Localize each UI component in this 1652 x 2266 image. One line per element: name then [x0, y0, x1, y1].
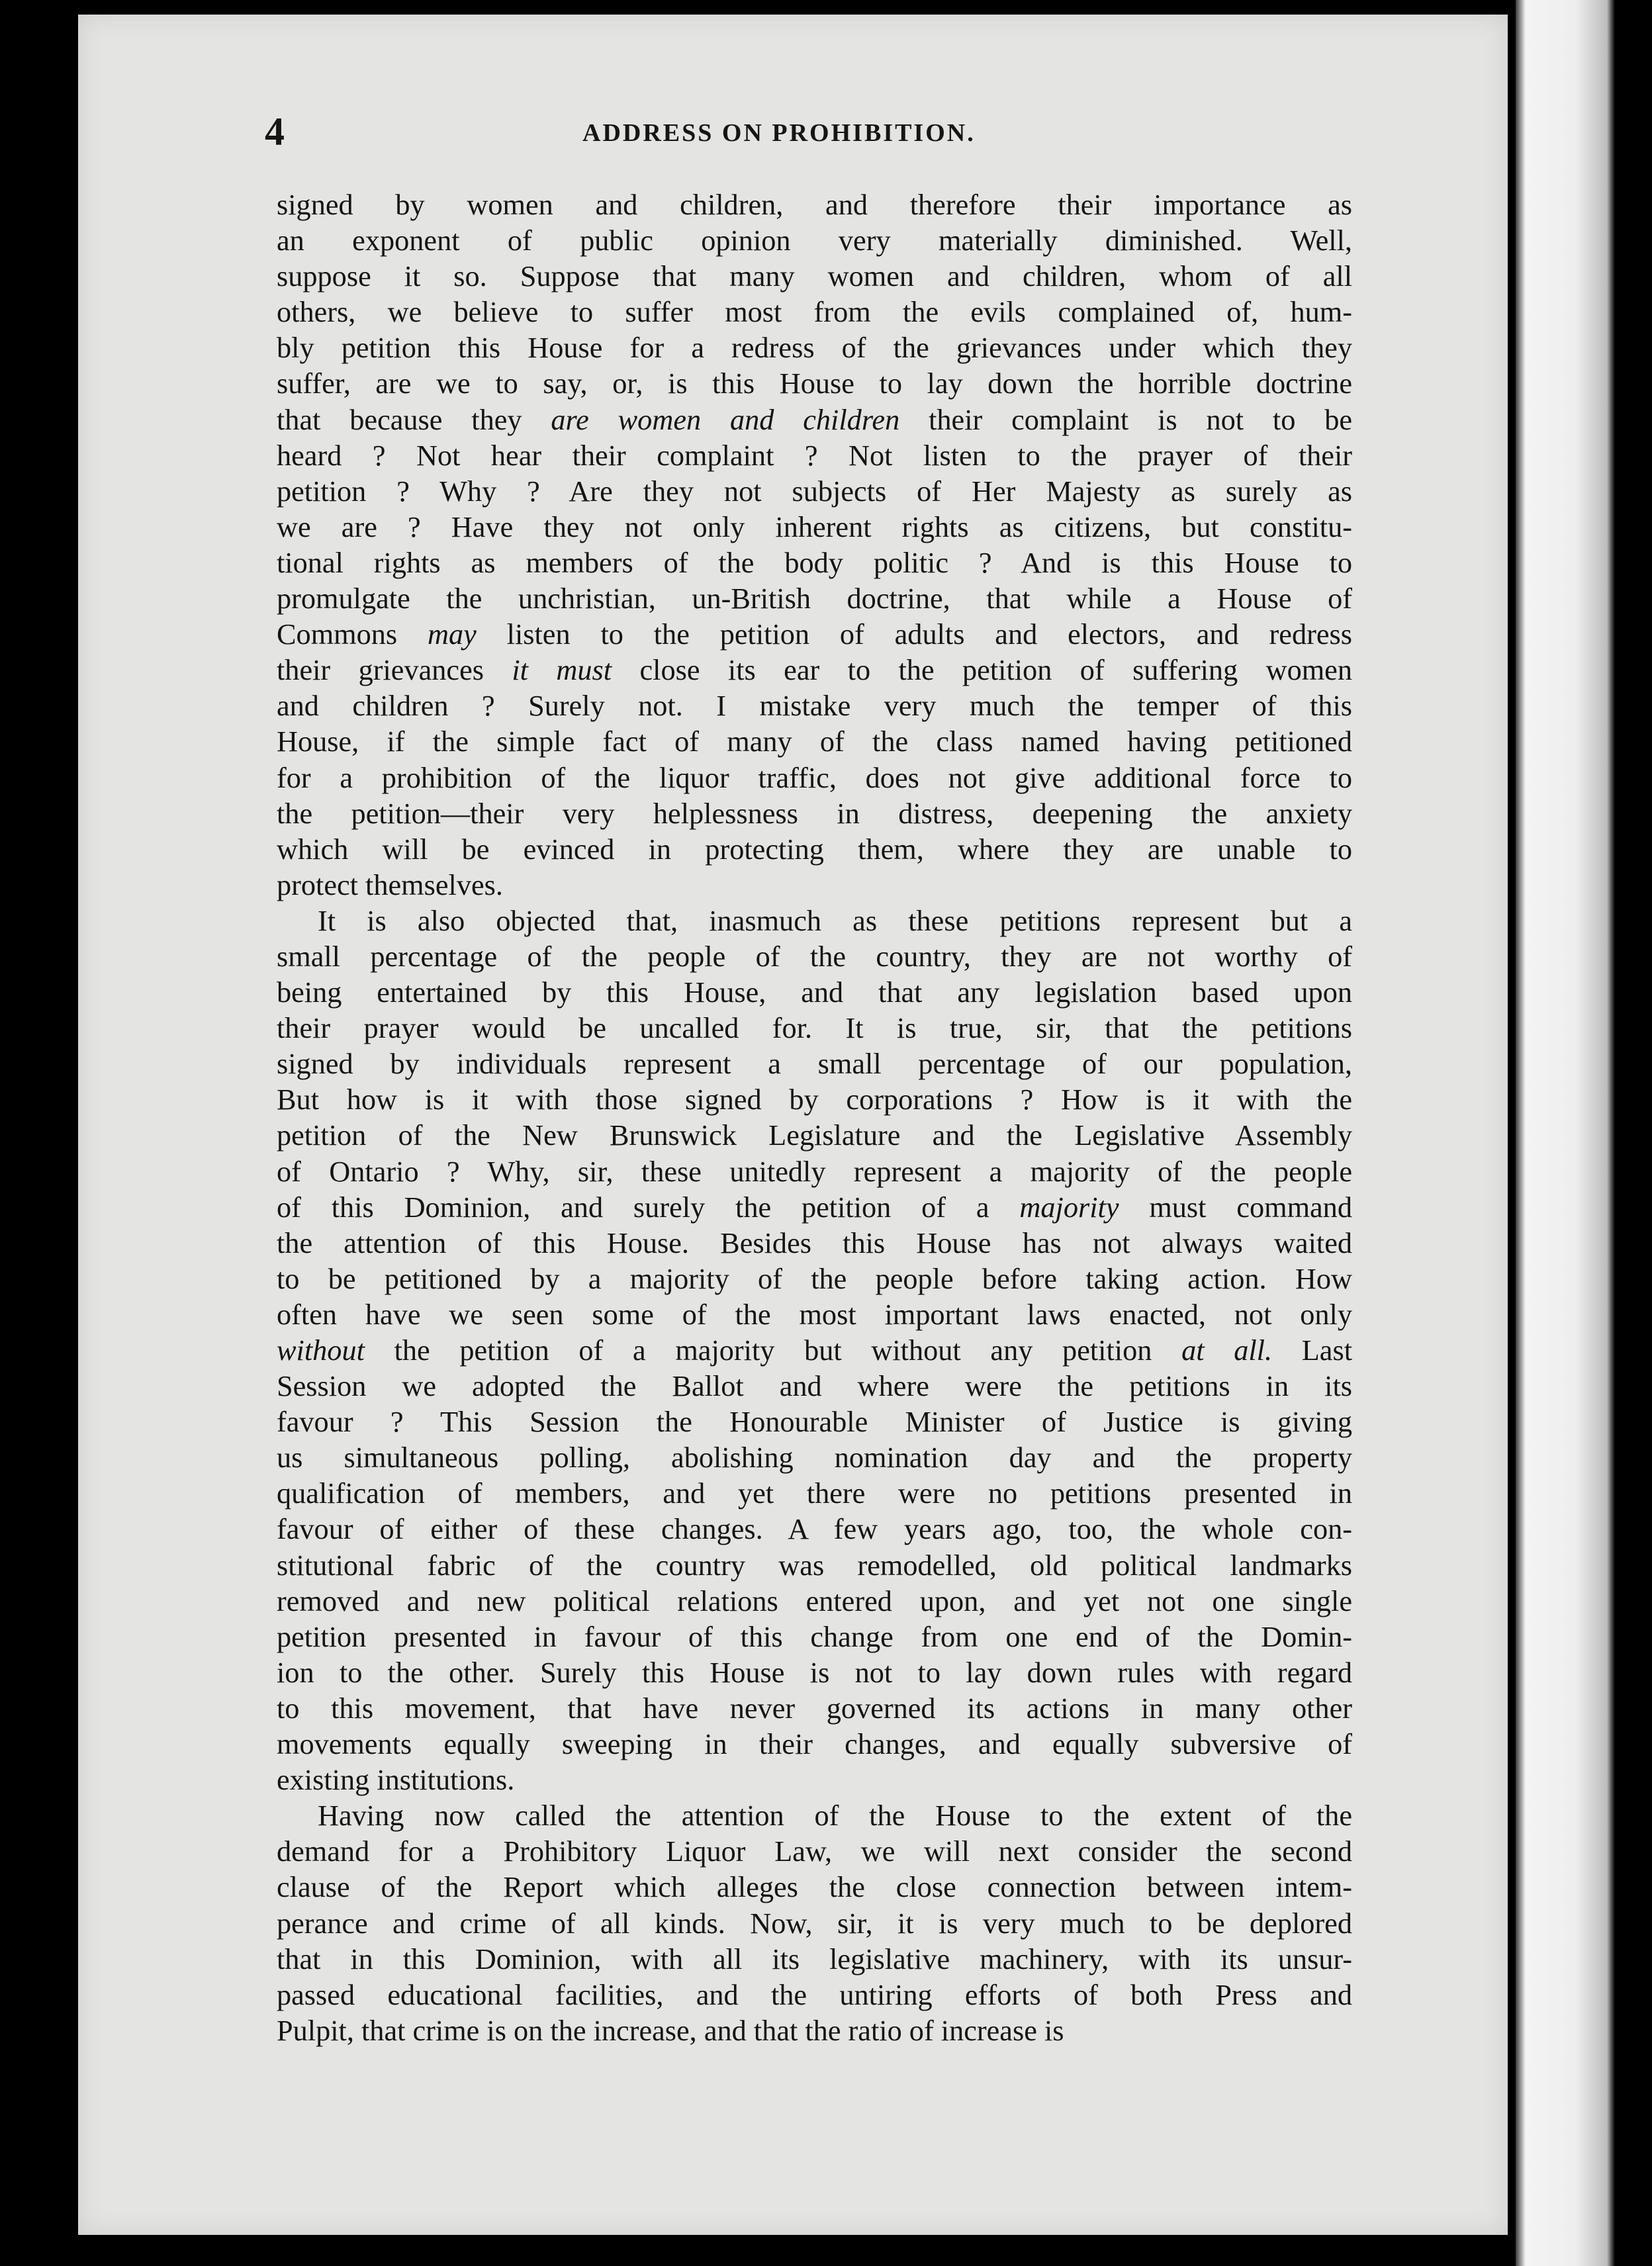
text-line: that because they are women and children their complaint is not to be: [277, 403, 1352, 436]
text-line: favour ? This Session the Honourable Minister of Justice is giving: [277, 1406, 1352, 1439]
text-line: House, if the simple fact of many of the class named having petitioned: [277, 725, 1352, 758]
text-line: their grievances it must close its ear to the petition of suffering women: [277, 654, 1352, 687]
text-line: It is also objected that, inasmuch as these petitions represent but a: [318, 904, 1352, 937]
text-line: to be petitioned by a majority of the people before taking action. How: [277, 1262, 1352, 1295]
text-line: favour of either of these changes. A few years ago, too, the whole con-: [277, 1513, 1352, 1546]
text-line: perance and crime of all kinds. Now, sir, it is very much to be deplored: [277, 1907, 1352, 1940]
text-line: of Ontario ? Why, sir, these unitedly represent a majority of the people: [277, 1155, 1352, 1188]
text-line: of this Dominion, and surely the petition of a majority must command: [277, 1191, 1352, 1224]
text-line: demand for a Prohibitory Liquor Law, we will next consider the second: [277, 1835, 1352, 1868]
text-line: to this movement, that have never governed its actions in many other: [277, 1692, 1352, 1725]
text-line: removed and new political relations entered upon, and yet not one single: [277, 1584, 1352, 1617]
text-line: their prayer would be uncalled for. It is true, sir, that the petitions: [277, 1012, 1352, 1045]
text-line: suppose it so. Suppose that many women and children, whom of all: [277, 260, 1352, 293]
text-line: an exponent of public opinion very materially diminished. Well,: [277, 224, 1352, 257]
text-line: Pulpit, that crime is on the increase, and that the ratio of increase is: [277, 2014, 1064, 2047]
text-line: clause of the Report which alleges the close connection between intem-: [277, 1871, 1352, 1904]
text-line: others, we believe to suffer most from the evils complained of, hum-: [277, 296, 1352, 329]
text-line: for a prohibition of the liquor traffic, does not give additional force to: [277, 761, 1352, 794]
text-line: without the petition of a majority but without any petition at all. Last: [277, 1334, 1352, 1367]
text-line: qualification of members, and yet there were no petitions presented in: [277, 1477, 1352, 1510]
text-line: tional rights as members of the body politic ? And is this House to: [277, 546, 1352, 579]
text-line: Commons may listen to the petition of adults and electors, and redress: [277, 618, 1352, 651]
text-line: Having now called the attention of the House to the extent of the: [318, 1799, 1352, 1833]
text-line: heard ? Not hear their complaint ? Not listen to the prayer of their: [277, 439, 1352, 472]
text-line: signed by individuals represent a small percentage of our population,: [277, 1048, 1352, 1081]
page-number: 4: [265, 110, 285, 154]
text-line: protect themselves.: [277, 868, 503, 901]
text-line: Session we adopted the Ballot and where were the petitions in its: [277, 1370, 1352, 1403]
text-line: petition ? Why ? Are they not subjects of Her Majesty as surely as: [277, 475, 1352, 508]
text-line: and children ? Surely not. I mistake very much the temper of this: [277, 690, 1352, 723]
body-text: [277, 187, 1352, 2049]
text-line: bly petition this House for a redress of the grievances under which they: [277, 332, 1352, 365]
text-line: the petition—their very helplessness in distress, deepening the anxiety: [277, 797, 1352, 830]
text-line: petition presented in favour of this change from one end of the Domin-: [277, 1620, 1352, 1653]
text-line: that in this Dominion, with all its legislative machinery, with its unsur-: [277, 1942, 1352, 1975]
text-line: which will be evinced in protecting them, where they are unable to: [277, 833, 1352, 866]
text-line: signed by women and children, and therefore their importance as: [277, 189, 1352, 221]
text-line: being entertained by this House, and that any legislation based upon: [277, 976, 1352, 1009]
text-line: suffer, are we to say, or, is this House to lay down the horrible doctrine: [277, 367, 1352, 400]
adjacent-page-edge: [1516, 0, 1615, 2266]
text-line: petition of the New Brunswick Legislature and the Legislative Assembly: [277, 1119, 1352, 1152]
text-line: the attention of this House. Besides this House has not always waited: [277, 1226, 1352, 1259]
text-line: often have we seen some of the most important laws enacted, not only: [277, 1298, 1352, 1331]
text-line: us simultaneous polling, abolishing nomination day and the property: [277, 1441, 1352, 1474]
text-line: But how is it with those signed by corporations ? How is it with the: [277, 1083, 1352, 1116]
text-line: small percentage of the people of the country, they are not worthy of: [277, 940, 1352, 973]
text-line: ion to the other. Surely this House is not to lay down rules with regard: [277, 1656, 1352, 1689]
text-line: promulgate the unchristian, un-British doctrine, that while a House of: [277, 582, 1352, 615]
text-line: stitutional fabric of the country was remodelled, old political landmarks: [277, 1549, 1352, 1582]
running-title: ADDRESS ON PROHIBITION.: [582, 119, 976, 147]
text-line: movements equally sweeping in their changes, and equally subversive of: [277, 1728, 1352, 1761]
text-line: passed educational facilities, and the untiring efforts of both Press and: [277, 1978, 1352, 2011]
text-line: we are ? Have they not only inherent rights as citizens, but constitu-: [277, 510, 1352, 543]
text-line: existing institutions.: [277, 1764, 515, 1797]
page-header: [265, 109, 1390, 156]
